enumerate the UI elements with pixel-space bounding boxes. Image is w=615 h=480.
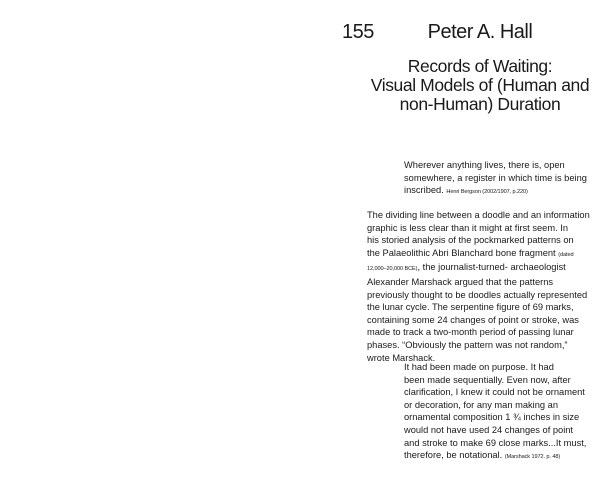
body-paragraph [367, 209, 595, 364]
title-line: Records of Waiting: [407, 56, 553, 76]
quote-citation: (Marshack 1972. p. 48) [504, 454, 561, 461]
date-note: (dated [558, 251, 574, 258]
epigraph-line: Wherever anything lives, there is, open [404, 160, 565, 170]
quote-line: ornamental composition 1 ¾ inches in size [404, 412, 580, 423]
title-line: Visual Models of (Human and [370, 75, 590, 95]
body-line: wrote Marshack. [367, 352, 436, 363]
quote-text: therefore, be notational. [404, 450, 503, 461]
block-quote [404, 361, 594, 464]
author-name: Peter A. Hall [427, 21, 533, 43]
chapter-title [362, 57, 598, 114]
quote-line: been made sequentially. Even now, after [404, 374, 571, 385]
body-line: containing some 24 changes of point or stroke, was [367, 314, 579, 325]
page-number: 155 [342, 21, 374, 43]
epigraph-line [404, 184, 594, 199]
body-text: the Palaeolithic Abri Blanchard bone fragment [367, 247, 556, 258]
date-note: 12,000–20,000 BCE) [367, 266, 418, 273]
body-line: his storied analysis of the pockmarked patterns on [367, 235, 574, 246]
quote-line: clarification, I knew it could not be ornament [404, 387, 585, 398]
body-line: The dividing line between a doodle and an information [367, 210, 590, 220]
body-text: , the journalist-turned- archaeologist [417, 262, 566, 273]
body-line: phases. “Obviously the pattern was not random,” [367, 339, 568, 350]
body-line: the lunar cycle. The serpentine figure of 69 marks, [367, 302, 574, 313]
quote-line: It had been made on purpose. It had [404, 362, 554, 372]
quote-line: would not have used 24 changes of point [404, 424, 574, 435]
quote-line: and stroke to make 69 close marks...It must, [404, 437, 587, 448]
epigraph-citation: Henri Bergson (2002/1907, p.220) [446, 189, 528, 196]
title-line: non-Human) Duration [399, 94, 561, 114]
epigraph [404, 159, 594, 199]
epigraph-line: somewhere, a register in which time is being [404, 172, 587, 183]
body-line: graphic is less clear than it might at first seem. In [367, 222, 568, 233]
quote-line: or decoration, for any man making an [404, 399, 558, 410]
body-line: made to track a two-month period of passing lunar [367, 327, 574, 338]
epigraph-text: inscribed. [404, 185, 444, 196]
body-line [367, 261, 595, 276]
body-line: previously thought to be doodles actually represented [367, 289, 588, 300]
quote-line [404, 449, 594, 464]
body-line: Alexander Marshack argued that the patterns [367, 276, 554, 287]
body-line [367, 247, 595, 262]
